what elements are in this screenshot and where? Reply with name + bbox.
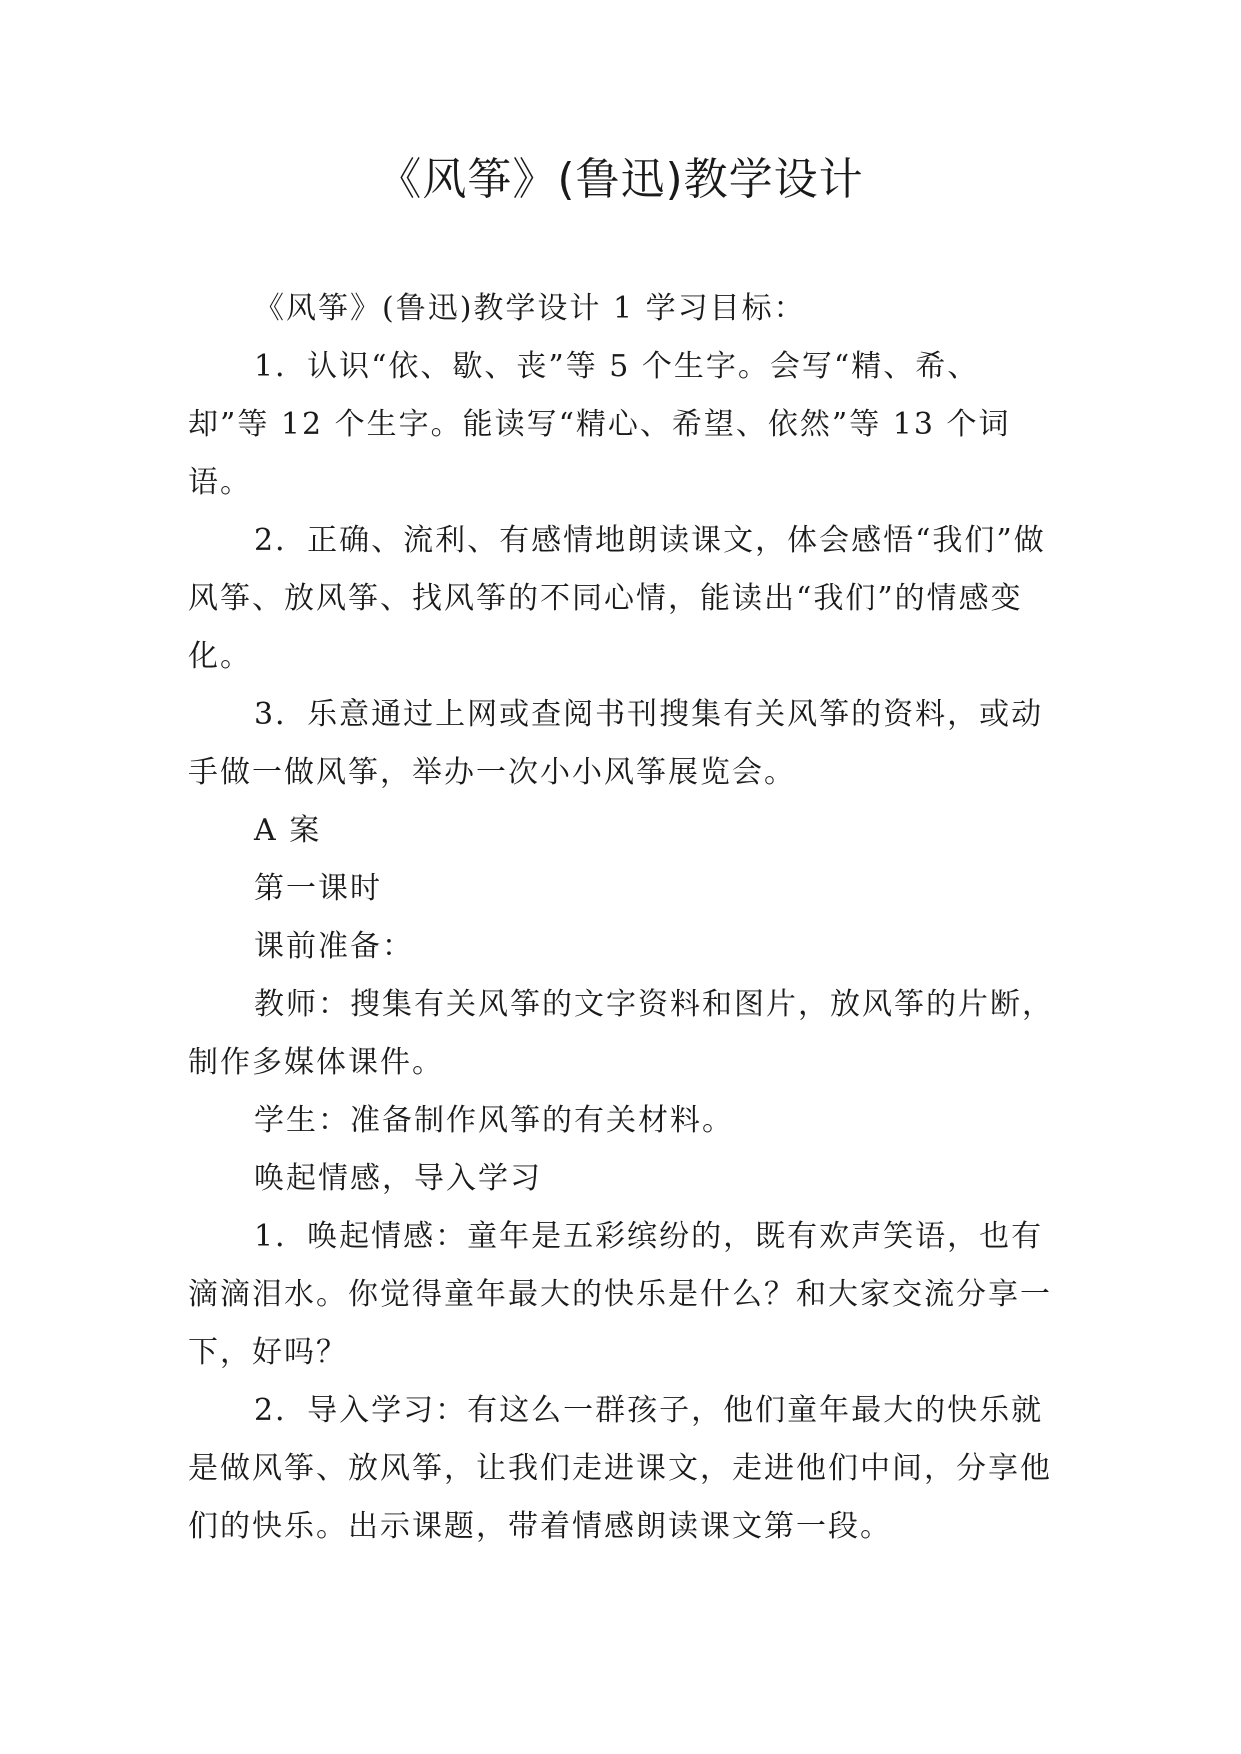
document-title: 《风筝》(鲁迅)教学设计 (377, 154, 864, 205)
paragraph: 教师：搜集有关风筝的文字资料和图片，放风筝的片断，制作多媒体课件。 (188, 987, 1054, 1080)
paragraph: A 案 (254, 813, 322, 848)
paragraph: 课前准备： (254, 929, 414, 964)
document-body (188, 280, 1058, 1556)
paragraph: 《风筝》(鲁迅)教学设计 1 学习目标： (254, 291, 806, 326)
paragraph: 2．导入学习：有这么一群孩子，他们童年最大的快乐就是做风筝、放风筝，让我们走进课文，走进他们中间，分享他们的快乐。出示课题，带着情感朗读课文第一段。 (188, 1393, 1052, 1544)
paragraph: 3．乐意通过上网或查阅书刊搜集有关风筝的资料，或动手做一做风筝，举办一次小小风筝展览会。 (188, 697, 1044, 790)
paragraph: 2．正确、流利、有感情地朗读课文，体会感悟“我们”做风筝、放风筝、找风筝的不同心情，能读出“我们”的情感变化。 (188, 523, 1046, 674)
paragraph: 学生：准备制作风筝的有关材料。 (254, 1103, 734, 1138)
paragraph: 1．认识“依、歇、丧”等 5 个生字。会写“精、希、却”等 12 个生字。能读写“精心、希望、依然”等 13 个词语。 (188, 349, 1011, 500)
paragraph: 1．唤起情感：童年是五彩缤纷的，既有欢声笑语，也有滴滴泪水。你觉得童年最大的快乐是什么？和大家交流分享一下，好吗？ (188, 1219, 1052, 1370)
paragraph: 第一课时 (254, 871, 382, 906)
paragraph: 唤起情感，导入学习 (254, 1161, 542, 1196)
